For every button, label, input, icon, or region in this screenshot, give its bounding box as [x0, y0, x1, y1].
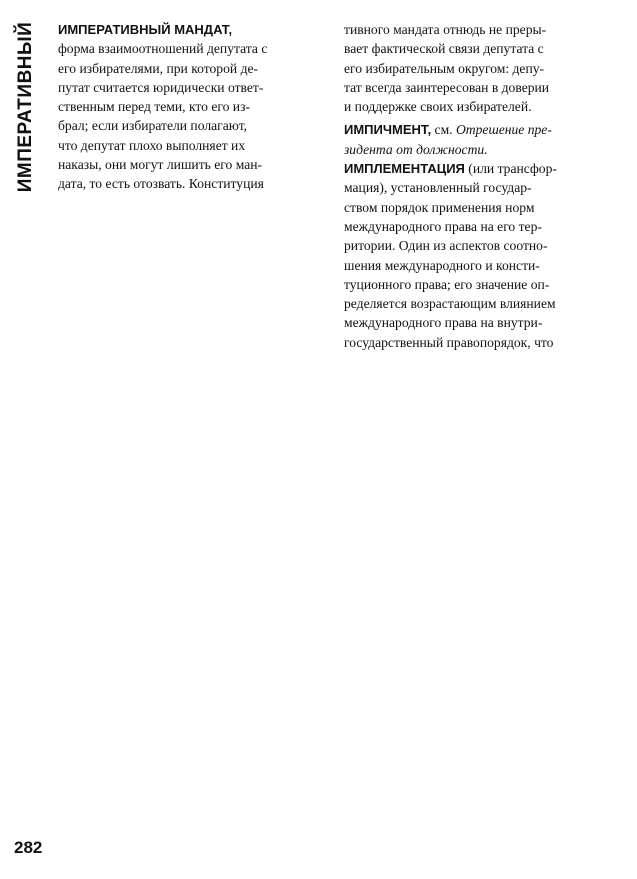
continuation-line: и поддержке своих избирателей. [344, 99, 532, 115]
body-line: ритории. Один из аспектов соотно- [344, 238, 548, 254]
body-line: ственным перед теми, кто его из- [58, 99, 250, 115]
impeachment-entry-line [344, 120, 612, 139]
implementation-first-text: (или трансфор- [464, 161, 557, 177]
body-line: его избирателями, при которой де- [58, 60, 259, 76]
entry-first-line [58, 20, 326, 39]
body-line: что депутат плохо выполняет их [58, 137, 246, 153]
continuation-line: тат всегда заинтересован в доверии [344, 79, 550, 95]
cross-reference-link-cont: зидента от должности. [344, 141, 488, 157]
headword-impeachment: ИМПИЧМЕНТ, [344, 122, 432, 138]
continuation-line: его избирательным округом: депу- [344, 60, 545, 76]
continuation-line: тивного мандата отнюдь не преры- [344, 22, 547, 37]
body-line: форма взаимоотношений депутата с [58, 41, 268, 57]
implementation-entry-line [344, 159, 612, 178]
running-head-text: ИМПЕРАТИВНЫЙ [15, 21, 36, 193]
right-column [344, 20, 612, 352]
body-line: наказы, они могут лишить его ман- [58, 157, 263, 173]
body-line: шения международного и консти- [344, 257, 540, 273]
body-line: мация), установленный государ- [344, 180, 532, 196]
headword-imperative-mandate: ИМПЕРАТИВНЫЙ МАНДАТ, [58, 22, 233, 37]
body-line: дата, то есть отозвать. Конституция [58, 176, 264, 192]
left-column [58, 20, 326, 194]
body-line: ределяется возрастающим влиянием [344, 296, 556, 312]
body-line: ством порядок применения норм [344, 199, 535, 215]
running-head [6, 22, 46, 192]
body-line: государственный правопорядок, что [344, 334, 554, 350]
page-number: 282 [14, 838, 43, 857]
cross-reference-link: Отрешение пре- [455, 122, 552, 138]
body-line: международного права на его тер- [344, 218, 542, 234]
body-line: международного права на внутри- [344, 315, 543, 331]
see-reference: см. [431, 122, 456, 138]
body-line: брал; если избиратели полагают, [58, 118, 248, 134]
body-line: путат считается юридически ответ- [58, 79, 264, 95]
body-line: туционного права; его значение оп- [344, 276, 550, 292]
headword-implementation: ИМПЛЕМЕНТАЦИЯ [344, 161, 465, 177]
continuation-line: вает фактической связи депутата с [344, 41, 544, 57]
